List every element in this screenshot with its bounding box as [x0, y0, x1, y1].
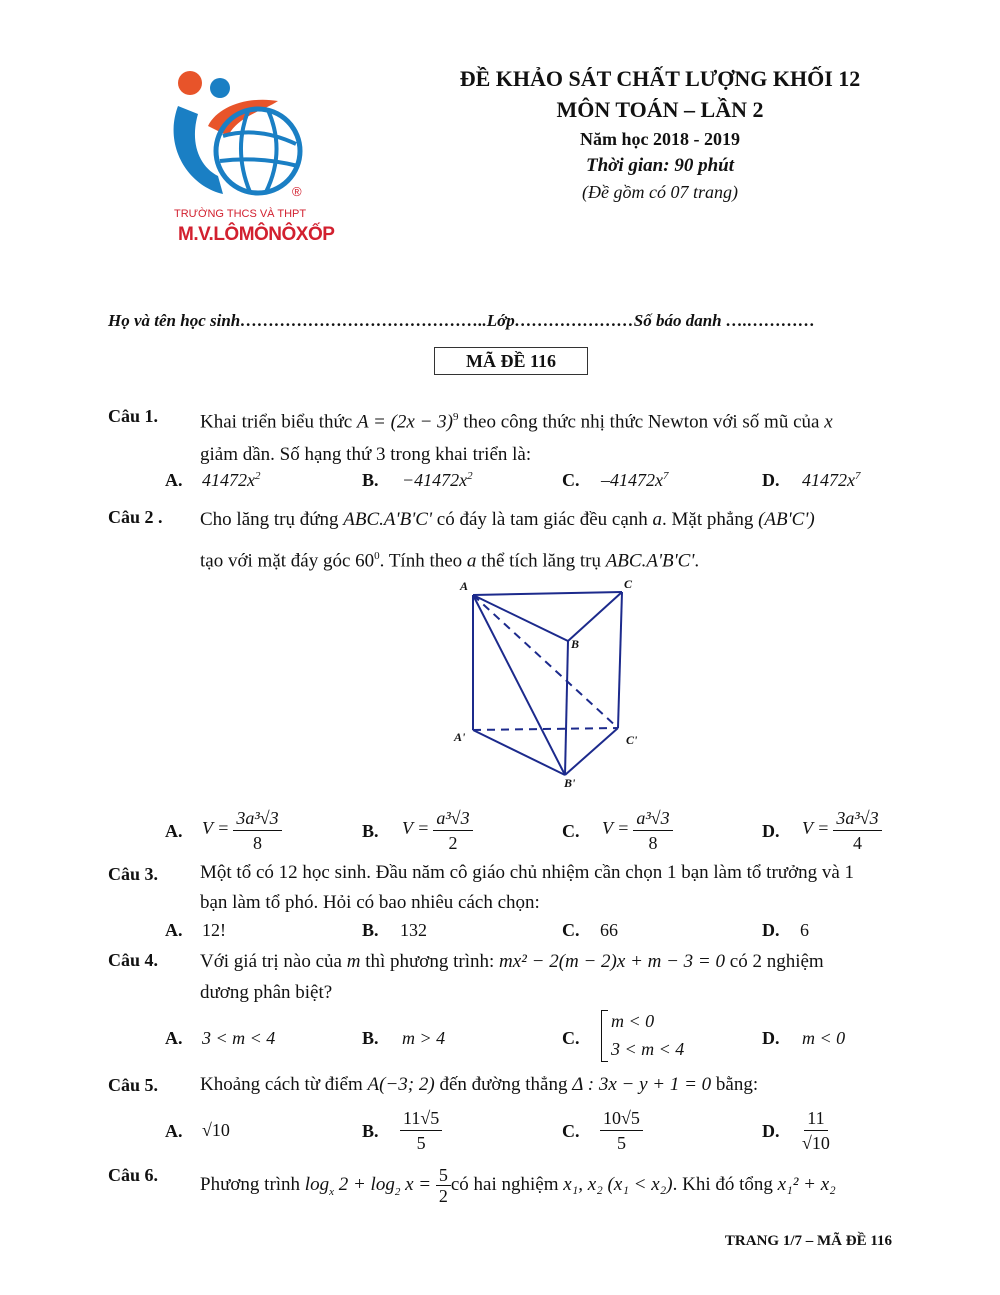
exam-code-box: MÃ ĐỀ 116 — [434, 347, 588, 375]
q2-text: Cho lăng trụ đứng ABC.A'B'C' có đáy là tam giác đều cạnh a. Mặt phẳng (AB'C') tạo với mặt đáy góc $60^0$. Tính theo a thể tích lăng trụ ABC.A'B'C'. — [200, 509, 815, 572]
q5-label: Câu 5. — [108, 1075, 159, 1095]
q3-text: Một tổ có 12 học sinh. Đầu năm cô giáo chủ nhiệm cần chọn 1 bạn làm tổ trưởng và 1 bạn làm tổ phó. Hỏi có bao nhiêu cách chọn: — [200, 862, 855, 913]
vertex-b1-label: B' — [564, 776, 576, 790]
q4-label: Câu 4. — [108, 950, 159, 970]
page-footer: TRANG 1/7 – MÃ ĐỀ 116 — [724, 1233, 892, 1249]
q2-options: A. V = $\frac{\text{3a³√3}}{8}$ B. V = $\frac{\text{a³√3}}{2}$ C. V = $\frac{\text{a³√3}}{8}$ D. V = $\frac{\text{3a³√3}}{4}$ — [0, 806, 1000, 856]
q1-text: Khai triển biểu thức $A = (2x - 3)^9$ theo công thức nhị thức Newton với số mũ của x giảm dần. Số hạng thứ 3 trong khai triển là: — [200, 411, 833, 466]
prism-diagram — [440, 575, 660, 795]
q2-label: Câu 2 . — [108, 507, 163, 527]
q6-label: Câu 6. — [108, 1165, 159, 1185]
q3-label: Câu 3. — [108, 864, 159, 884]
q6-text: Phương trình $\log_x 2 + \log_2 x$ = $\frac{5}{2}$ có hai nghiệm x₁, x₂ (x₁ < x₂). Khi đó tổng x₁² + x₂ — [200, 1165, 836, 1207]
school-logo — [168, 66, 335, 256]
exam-time: Thời gian: 90 phút — [586, 155, 734, 176]
q3-options: A. 12! B. 132 C. 66 D. 6 — [165, 920, 809, 940]
vertex-c-label: C — [624, 577, 633, 591]
logo-school-line1: TRƯỜNG THCS VÀ THPT — [174, 208, 307, 220]
vertex-a1-label: A' — [454, 730, 466, 744]
vertex-a-label: A — [460, 579, 469, 593]
system-bracket — [601, 1010, 608, 1062]
vertex-b-label: B — [571, 637, 580, 651]
pages-note: (Đề gồm có 07 trang) — [582, 182, 738, 202]
q1-options: A. $41472x^2$ B. $-41472x^2$ C. $-41472x^7$ D. $41472x^7$ — [165, 470, 861, 490]
q5-text: Khoảng cách từ điểm A(−3; 2) đến đường thẳng Δ : 3x − y + 1 = 0 bằng: — [200, 1074, 759, 1095]
q1-label: Câu 1. — [108, 406, 159, 426]
q4-options: A. 3 < m < 4 B. m > 4 C. m < 0 3 < m < 4 D. m < 0 — [0, 1008, 1000, 1064]
exam-title-line2: MÔN TOÁN – LẦN 2 — [556, 97, 764, 122]
exam-title-line1: ĐỀ KHẢO SÁT CHẤT LƯỢNG KHỐI 12 — [459, 66, 861, 91]
school-year: Năm học 2018 - 2019 — [580, 129, 740, 149]
q4-text: Với giá trị nào của m thì phương trình: mx² − 2(m − 2)x + m − 3 = 0 có 2 nghiệm dương phân biệt? — [200, 951, 824, 1003]
q5-options: A. √10 B. $\frac{11√5}{5}$ C. $\frac{10√5}{5}$ D. $\frac{11}{√10}$ — [165, 1108, 830, 1153]
logo-school-line2: M.V.LÔMÔNÔXỐP — [178, 224, 335, 245]
prism-figure — [440, 575, 660, 795]
student-info-line: Họ và tên học sinh……………………………………..Lớp…………………Số báo danh ….………… — [108, 311, 816, 330]
vertex-c1-label: C' — [626, 733, 638, 747]
logo-registered-mark: ® — [292, 184, 302, 199]
